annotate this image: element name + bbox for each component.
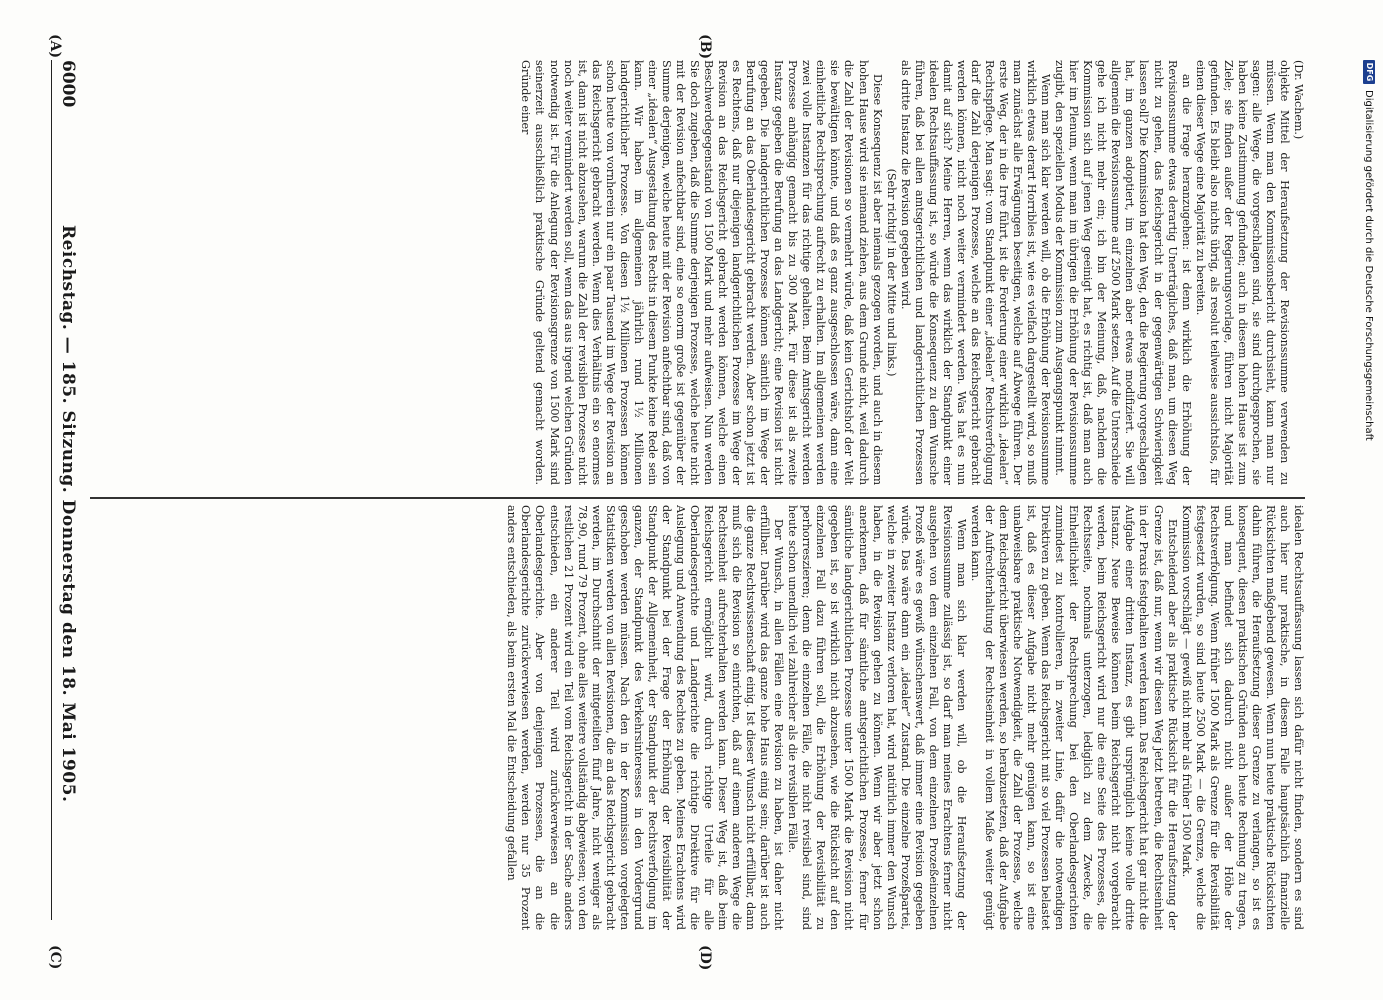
paragraph: Der Wunsch, in allen Fällen eine Revision zu haben, ist daher nicht erfüllbar. Darüber wird das ganze hohe Haus einig sein; darüber ist auch die ganze Rechtswissenschaft einig. Ist dieser Wunsch nicht erfüllbar, dann muß sich die Revision so einrichten, daß auf einem anderen Wege die Rechtseinheit aufrechterhalten werden kann. Dieser Weg ist, daß beim Reichsgericht ermöglicht wird, durch richtige Urteile für alle Oberlandesgerichte und Landgerichte die richtige Direktive für die Auslegung und Anwendung des Rechtes zu geben. Meines Erachtens wird der Standpunkt bei der Frage der Erhöhung der Revisibilität der Standpunkt der Allgemeinheit, der Standpunkt der Rechtsverfolgung im ganzen, der Standpunkt des Verkehrsinteresses in den Vordergrund geschoben werden müssen. Nach den in der Kommission vorgelegten Statistiken werden von allen Revisionen, die an das Reichsgericht gebracht werden, im Durchschnitt der mitgeteilten fünf Jahre, nicht weniger als 78,90, rund 79 Prozent, ohne alles weitere vollständig abgewiesen; von den restlichen 21 Prozent wird ein Teil vom Reichsgericht in der Sache anders entschieden, ein anderer Teil wird zurückverwiesen an die Oberlandesgerichte. Aber von denjenigen Prozessen, die an die Oberlandesgerichte zurückverwiesen werden, werden nur 35 Prozent anders entschieden, als beim ersten Mal die Entscheidung gefallen [505, 505, 786, 930]
column-divider [90, 497, 1305, 499]
dfg-logo: DFG [1363, 60, 1375, 84]
paragraph: an die Frage heranzugehen: ist denn wirklich die Erhöhung der Revisionssumme etwas derartig Unerträgliches, daß man, um diesen Weg nicht zu gehen, das Reichsgericht in der gegenwärtigen Schwierigkeit lassen soll? Die Kommission hat den Weg, den die Regierung vorgeschlagen hat, im ganzen adoptiert, im einzelnen aber etwas modifiziert. Sie will allgemein die Revisionssumme auf 2500 Mark setzen. Auf die Unterschiede gehe ich nicht mehr ein; ich bin der Meinung, daß, nachdem die Kommission sich auf jenen Weg geeinigt hat, es richtig ist, daß man auch hier im Plenum, wenn man im übrigen die Erhöhung der Revisionssumme zugibt, den speziellen Modus der Kommission zum Ausgangspunkt nimmt. [1053, 60, 1193, 485]
paragraph: Wenn man sich klar werden will, ob die Erhöhung der Revisionssumme wirklich etwas derart Horribles ist, wie es vielfach dargestellt wird, so muß man zunächst alle Erwägungen beseitigen, welche auf Abwege führen. Der erste Weg, der in die Irre führt, ist die Forderung einer wirklich „idealen“ Rechtspflege. Man sagt: vom Standpunkt einer „idealen“ Rechtsverfolgung darf die Zahl derjenigen Prozesse, welche an das Reichsgericht gebracht werden können, nicht noch weiter vermindert werden. Was hat es nun damit auf sich? Meine Herren, wenn das wirklich der Standpunkt einer idealen Rechtsauffassung ist, so würde die Konsequenz zu dem Wunsche führen, daß bei allen amtsgerichtlichen und landgerichtlichen Prozessen als dritte Instanz die Revision gegeben wird. [898, 60, 1053, 485]
paragraph: Entscheidend aber als praktische Rücksicht für die Heraufsetzung der Grenze ist, daß nur, wenn wir diesen Weg jetzt betreten, die Rechtseinheit in der Praxis festgehalten werden kann. Das Reichsgericht hat gar nicht die Aufgabe einer dritten Instanz, es gibt ursprünglich keine volle dritte Instanz. Neue Beweise können beim Reichsgericht nicht vorgebracht werden, beim Reichsgericht wird nur die eine Seite des Prozesses, die Rechtsseite, nochmals unterzogen, lediglich zu dem Zwecke, die Einheitlichkeit der Rechtsprechung bei den Oberlandesgerichten zumindest zu kontrollieren, in zweiter Linie, dafür die notwendigen Direktiven zu geben. Wenn das Reichsgericht mit so viel Prozessen belastet ist, daß es dieser Aufgabe nicht mehr genügen kann, so ist eine unabweisbare praktische Notwendigkeit, die Zahl der Prozesse, welche dem Reichsgericht überwiesen werden, so herabzusetzen, daß der Aufgabe der Aufrechterhaltung der Rechtseinheit in vollem Maße weiter genügt werden kann. [968, 505, 1179, 930]
funding-note [1363, 60, 1375, 940]
margin-marker-b: (B) [697, 34, 713, 60]
funding-text: Digitalisierung gefördert durch die Deutsche Forschungsgemeinschaft [1363, 90, 1375, 441]
paragraph: ohjekte Mittel der Heraufsetzung der Revisionssumme verwenden zu müssen. Wenn man den Kommissionsbericht durchsieht, kann man nur sagen: alle Wege, die vorgeschlagen sind, sie sind durchgesprochen, sie haben keine Zustimmung gefunden; auch in diesem hohen Hause ist zum Ziele; sie finden außer der Regierungsvorlage, führen nicht Majorität gefunden. Es bleibt also nichts übrig, als resolut teilweise aussichtslos, für einen dieser Wege eine Majorität zu bereiten. [1193, 60, 1291, 485]
margin-marker-a: (A) [47, 34, 63, 59]
margin-marker-d: (D) [697, 945, 713, 971]
right-column [90, 505, 1305, 930]
left-column [90, 60, 1305, 485]
paragraph: idealen Rechtsauffassung lassen sich dafür nicht finden, sondern es sind auch hier nur praktische, in diesem Falle hauptsächlich finanzielle Rücksichten maßgebend gewesen. Wenn nun heute praktische Rücksichten dahin führen, die Heraufsetzung dieser Grenze zu verlangen, so ist es konsequent, diesen praktischen Gründen auch heute Rechnung zu tragen, und man befindet sich dadurch nicht außer der Höhe der Rechtsverfolgung. Wenn früher 1500 Mark als Grenze für die Revisibilität festgesetzt wurden, so sind heute 2500 Mark — die Grenze, welche die Kommission vorschlägt — gewiß nicht mehr als früher 1500 Mark. [1179, 505, 1305, 930]
header-title: Reichstag. — 185. Sitzung. Donnerstag den 18. Mai 1905. [58, 224, 78, 803]
margin-marker-c: (C) [47, 945, 63, 970]
interjection: (Sehr richtig! in der Mitte und links.) [884, 168, 898, 377]
page-number: 6000 [58, 60, 78, 108]
paragraph: Wenn man sich klar werden will, ob die Heraufsetzung der Revisionssumme zulässig ist, so darf man meines Erachtens ferner nicht ausgehen von dem einzelnen Fall, von dem einzelnen Prozeßeinzelnen Prozeß wäre es gewiß wünschenswert, daß immer eine Revision gegeben würde. Das wäre dann ein „idealer“ Zustand. Die einzelne Prozeßpartei, welche in zweiter Instanz verloren hat, wird natürlich immer den Wunsch haben, in die Revision gehen zu können. Wenn wir aber jetzt schon anerkennen, daß für sämtliche amtsgerichtlichen Prozesse, ferner für sämtliche landgerichtlichen Prozesse unter 1500 Mark die Revision nicht gegeben ist, so ist wirklich nicht abzusehen, wie die Rücksicht auf den einzelnen Fall dazu führen soll, die Erhöhung der Revisibilität zu perhorreszieren; denn die einzelnen Fälle, die nicht revisibel sind, sind heute schon unendlich viel zahlreicher als die revisiblen Fälle. [786, 505, 968, 930]
paragraph: Diese Konsequenz ist aber niemals gezogen worden, und auch in diesem hohen Hause wird sie niemand ziehen, aus dem Grunde nicht, weil dadurch die Zahl der Revisionen so vermehrt würde, daß kein Gerichtshof der Welt sie bewältigen könnte, und daß es ganz ausgeschlossen wäre, dann eine einheitliche Rechtsprechung aufrecht zu erhalten. Im allgemeinen werden zwei volle Instanzen für das richtige gehalten. Beim Amtsgericht werden Prozesse anhängig gemacht bis zu 300 Mark. Für diese ist als zweite Instanz gegeben die Berufung an das Landgericht; eine Revision ist nicht gegeben. Die landgerichtlichen Prozesse können sämtlich im Wege der Berufung an das Oberlandesgericht gebracht werden. Aber schon jetzt ist es Rechtens, daß nur diejenigen landgerichtlichen Prozesse im Wege der Revision an das Reichsgericht gebracht werden können, welche einen Beschwerdegegenstand von 1500 Mark und mehr aufweisen. Nun werden Sie doch zugeben, daß die Summe derjenigen Prozesse, welche heute nicht mit der Revision anfechtbar sind, eine so enorm große ist gegenüber der Summe derjenigen, welche heute mit der Revision anfechtbar sind, daß von einer „idealen“ Ausgestaltung des Rechts in diesem Punkte keine Rede sein kann. Wir haben im allgemeinen jährlich rund 1½ Millionen landgerichtlicher Prozesse. Von diesen 1½ Millionen Prozessen können schon heute von vornherein nur ein paar Tausend im Wege der Revision an das Reichsgericht gebracht werden. Wenn dies Verhältnis ein so enormes ist, dann ist nicht abzusehen, warum die Zahl der revisiblen Prozesse nicht noch weiter vermindert werden soll, wenn das aus irgend welchen Gründen notwendig ist. Für die Anlegung der Revisionsgrenze von 1500 Mark sind seinerzeit ausschließlich praktische Gründe geltend gemacht worden. Gründe einer [519, 60, 884, 485]
speaker-label: (Dr. Wachem.) [1292, 60, 1305, 140]
page-header [51, 60, 78, 920]
